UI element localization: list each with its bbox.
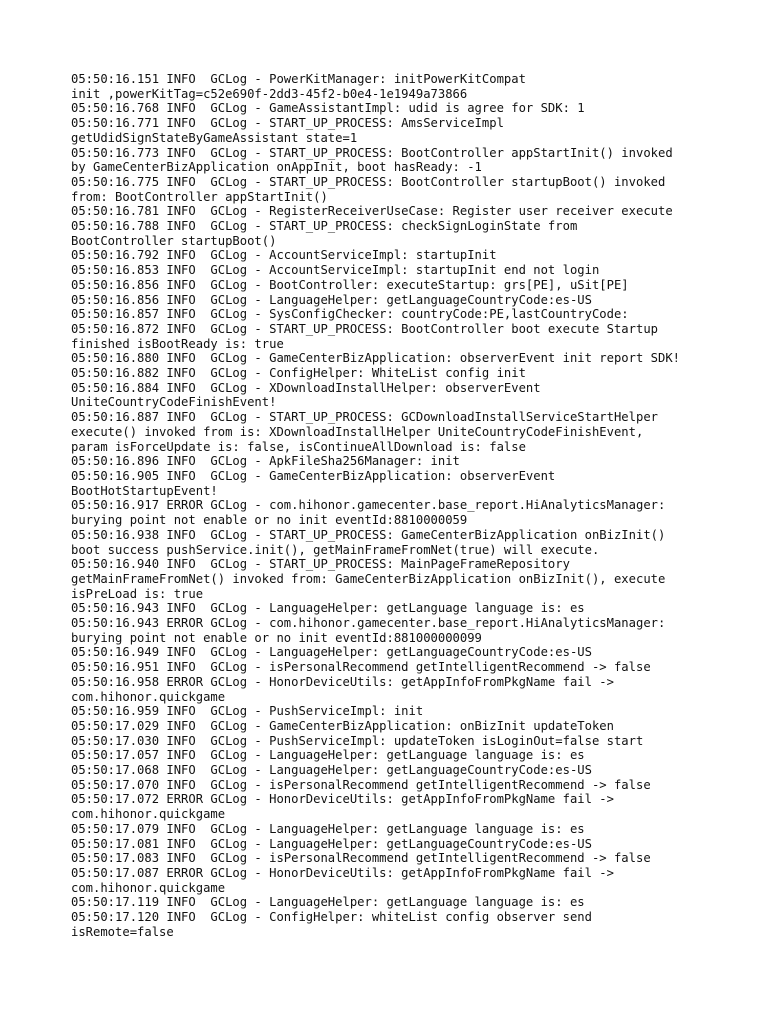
log-line: 05:50:17.120 INFO GCLog - ConfigHelper: whiteList config observer send [71,910,592,925]
log-line: 05:50:16.884 INFO GCLog - XDownloadInstallHelper: observerEvent [71,380,541,395]
log-line: 05:50:16.781 INFO GCLog - RegisterReceiverUseCase: Register user receiver execute [71,204,673,219]
log-line: com.hihonor.quickgame [71,880,226,895]
log-line: 05:50:16.872 INFO GCLog - START_UP_PROCESS: BootController boot execute Startup [71,321,658,336]
log-line: by GameCenterBizApplication onAppInit, boot hasReady: -1 [71,160,482,175]
log-line: 05:50:17.068 INFO GCLog - LanguageHelper: getLanguageCountryCode:es-US [71,763,592,778]
log-line: 05:50:17.072 ERROR GCLog - HonorDeviceUtils: getAppInfoFromPkgName fail -> [71,792,614,807]
log-line: UniteCountryCodeFinishEvent! [71,395,277,410]
log-line: getUdidSignStateByGameAssistant state=1 [71,130,358,145]
log-line: 05:50:16.768 INFO GCLog - GameAssistantImpl: udid is agree for SDK: 1 [71,101,585,116]
log-line: 05:50:16.959 INFO GCLog - PushServiceImpl: init [71,704,424,719]
log-line: com.hihonor.quickgame [71,807,226,822]
log-line: 05:50:16.887 INFO GCLog - START_UP_PROCESS: GCDownloadInstallServiceStartHelper [71,410,658,425]
log-line: 05:50:16.917 ERROR GCLog - com.hihonor.gamecenter.base_report.HiAnalyticsManager: [71,498,666,513]
log-line: 05:50:16.882 INFO GCLog - ConfigHelper: WhiteList config init [71,366,526,381]
log-line: 05:50:16.853 INFO GCLog - AccountServiceImpl: startupInit end not login [71,263,600,278]
log-line: boot success pushService.init(), getMainFrameFromNet(true) will execute. [71,542,600,557]
log-document [71,72,711,939]
log-line: 05:50:17.087 ERROR GCLog - HonorDeviceUtils: getAppInfoFromPkgName fail -> [71,865,614,880]
log-line: 05:50:16.951 INFO GCLog - isPersonalRecommend getIntelligentRecommend -> false [71,660,651,675]
log-line: 05:50:16.151 INFO GCLog - PowerKitManager: initPowerKitCompat [71,72,526,86]
log-line: 05:50:17.119 INFO GCLog - LanguageHelper: getLanguage language is: es [71,895,585,910]
log-line: 05:50:16.949 INFO GCLog - LanguageHelper: getLanguageCountryCode:es-US [71,645,592,660]
log-line: 05:50:16.792 INFO GCLog - AccountServiceImpl: startupInit [71,248,497,263]
log-line: getMainFrameFromNet() invoked from: GameCenterBizApplication onBizInit(), execute [71,571,666,586]
log-line: 05:50:16.771 INFO GCLog - START_UP_PROCESS: AmsServiceImpl [71,116,504,131]
log-line: 05:50:16.943 INFO GCLog - LanguageHelper: getLanguage language is: es [71,601,585,616]
log-line: 05:50:16.788 INFO GCLog - START_UP_PROCESS: checkSignLoginState from [71,219,578,234]
log-line: 05:50:17.030 INFO GCLog - PushServiceImpl: updateToken isLoginOut=false start [71,733,644,748]
log-line: 05:50:16.856 INFO GCLog - BootController: executeStartup: grs[PE], uSit[PE] [71,277,629,292]
log-line: 05:50:16.773 INFO GCLog - START_UP_PROCESS: BootController appStartInit() invoked [71,145,673,160]
log-line: execute() invoked from is: XDownloadInstallHelper UniteCountryCodeFinishEvent, [71,424,644,439]
log-line: 05:50:17.081 INFO GCLog - LanguageHelper: getLanguageCountryCode:es-US [71,836,592,851]
log-line: 05:50:16.856 INFO GCLog - LanguageHelper: getLanguageCountryCode:es-US [71,292,592,307]
log-line: 05:50:16.943 ERROR GCLog - com.hihonor.gamecenter.base_report.HiAnalyticsManager: [71,616,666,631]
log-line: 05:50:16.905 INFO GCLog - GameCenterBizApplication: observerEvent [71,468,556,483]
log-line: isPreLoad is: true [71,586,204,601]
log-line: from: BootController appStartInit() [71,189,328,204]
log-line: 05:50:16.857 INFO GCLog - SysConfigChecker: countryCode:PE,lastCountryCode: [71,307,629,322]
log-line: isRemote=false [71,924,174,939]
log-line: 05:50:17.079 INFO GCLog - LanguageHelper: getLanguage language is: es [71,821,585,836]
log-line: 05:50:17.057 INFO GCLog - LanguageHelper: getLanguage language is: es [71,748,585,763]
log-line: 05:50:16.880 INFO GCLog - GameCenterBizApplication: observerEvent init report SDK! [71,351,681,366]
log-line: 05:50:17.083 INFO GCLog - isPersonalRecommend getIntelligentRecommend -> false [71,851,651,866]
log-line: 05:50:17.070 INFO GCLog - isPersonalRecommend getIntelligentRecommend -> false [71,777,651,792]
log-line: burying point not enable or no init eventId:8810000059 [71,513,468,528]
log-line: 05:50:16.958 ERROR GCLog - HonorDeviceUtils: getAppInfoFromPkgName fail -> [71,674,614,689]
log-line: com.hihonor.quickgame [71,689,226,704]
log-line: param isForceUpdate is: false, isContinueAllDownload is: false [71,439,526,454]
log-line: 05:50:17.029 INFO GCLog - GameCenterBizApplication: onBizInit updateToken [71,718,614,733]
log-line: 05:50:16.940 INFO GCLog - START_UP_PROCESS: MainPageFrameRepository [71,557,570,572]
log-line: burying point not enable or no init eventId:881000000099 [71,630,482,645]
log-line: finished isBootReady is: true [71,336,284,351]
log-line: init ,powerKitTag=c52e690f-2dd3-45f2-b0e4-1e1949a73866 [71,86,468,101]
log-line: 05:50:16.896 INFO GCLog - ApkFileSha256Manager: init [71,454,460,469]
log-line: 05:50:16.775 INFO GCLog - START_UP_PROCESS: BootController startupBoot() invoked [71,174,666,189]
log-line: BootController startupBoot() [71,233,277,248]
log-line: BootHotStartupEvent! [71,483,218,498]
log-line: 05:50:16.938 INFO GCLog - START_UP_PROCESS: GameCenterBizApplication onBizInit() [71,527,666,542]
